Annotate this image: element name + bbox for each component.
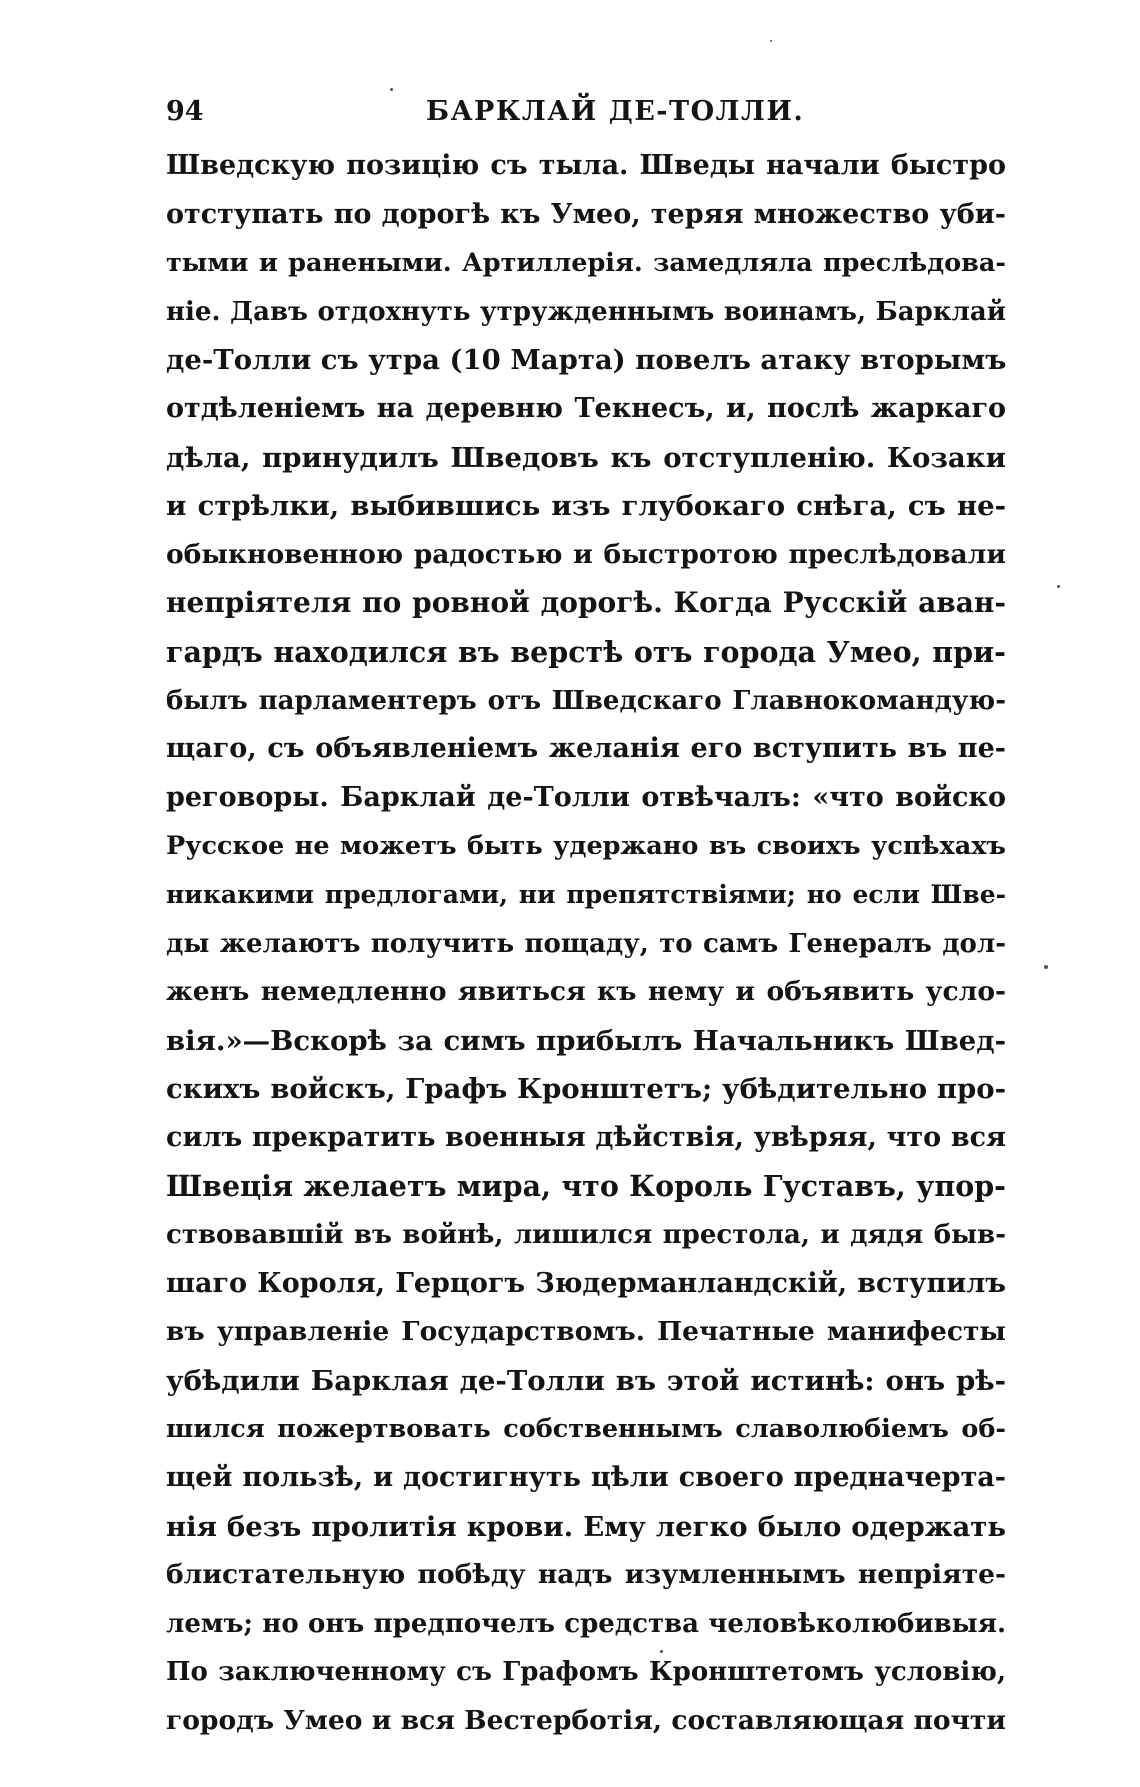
text-line: щаго, съ объявленіемъ желанія его вступить въ пе-	[166, 733, 1006, 765]
page-number: 94	[166, 96, 204, 127]
scan-speck	[1044, 965, 1048, 969]
text-line: силъ прекратить военныя дѣйствія, увѣряя, что вся	[166, 1121, 1006, 1153]
text-line: Русское не можетъ быть удержано въ своихъ успѣхахъ	[166, 831, 1006, 862]
text-line: По заключенному съ Графомъ Кронштетомъ условію,	[166, 1657, 1006, 1688]
text-line: Швеція желаетъ мира, что Король Густавъ, упор-	[166, 1169, 1006, 1204]
text-line: убѣдили Барклая де-Толли въ этой истинѣ: онъ рѣ-	[166, 1364, 1006, 1397]
body-text	[166, 142, 1006, 1746]
text-line: скихъ войскъ, Графъ Кронштетъ; убѣдительно про-	[166, 1073, 1006, 1106]
text-line: въ управленіе Государствомъ. Печатные манифесты	[166, 1316, 1006, 1348]
text-line: нія безъ пролитія крови. Ему легко было одержать	[166, 1510, 1006, 1543]
text-line: отдѣленіемъ на деревню Текнесъ, и, послѣ жаркаго	[166, 392, 1006, 424]
running-head	[166, 92, 1006, 132]
scan-speck	[390, 88, 393, 91]
running-title: БАРКЛАЙ ДЕ-ТОЛЛИ.	[426, 96, 805, 127]
text-line: отступать по дорогѣ къ Умео, теряя множество уби-	[166, 198, 1006, 230]
text-line: лемъ; но онъ предпочелъ средства человѣколюбивыя.	[166, 1608, 1006, 1639]
text-line: гардъ находился въ верстѣ отъ города Умео, при-	[166, 634, 1006, 669]
text-line: непріятеля по ровной дорогѣ. Когда Русскій аван-	[166, 586, 1006, 620]
text-line: реговоры. Барклай де-Толли отвѣчалъ: «что войско	[166, 781, 1006, 813]
text-line: дѣла, принудилъ Шведовъ къ отступленію. Козаки	[166, 441, 1006, 474]
text-line: блистательную побѣду надъ изумленнымъ непріяте-	[166, 1559, 1006, 1591]
text-line: шаго Короля, Герцогъ Зюдерманландскій, вступилъ	[166, 1267, 1006, 1299]
text-line: и стрѣлки, выбившись изъ глубокаго снѣга, съ не-	[166, 490, 1006, 523]
text-line: женъ немедленно явиться къ нему и объявить усло-	[166, 976, 1006, 1008]
text-line: никакими предлогами, ни препятствіями; но если Шве-	[166, 879, 1006, 909]
text-line: вія.»—Вскорѣ за симъ прибылъ Начальникъ Швед-	[166, 1024, 1006, 1057]
text-line: де-Толли съ утра (10 Марта) повелъ атаку вторымъ	[166, 344, 1006, 377]
text-line: ды желаютъ получить пощаду, то самъ Генералъ дол-	[166, 928, 1006, 959]
scan-speck	[1057, 585, 1060, 588]
text-line: ніе. Давъ отдохнуть утружденнымъ воинамъ, Барклай	[166, 296, 1006, 327]
text-line: городъ Умео и вся Вестерботія, составляющая почти	[166, 1705, 1006, 1736]
text-line: тыми и ранеными. Артиллерія. замедляла преслѣдова-	[166, 248, 1006, 279]
text-line: щей пользѣ, и достигнуть цѣли своего предначерта-	[166, 1462, 1006, 1494]
scan-speck	[770, 40, 772, 42]
text-line: Шведскую позицію съ тыла. Шведы начали быстро	[166, 150, 1006, 181]
text-line: былъ парламентеръ отъ Шведскаго Главнокомандую-	[166, 685, 1006, 716]
text-line: шился пожертвовать собственнымъ славолюбіемъ об-	[166, 1414, 1006, 1445]
scan-speck	[660, 1650, 663, 1653]
text-line: обыкновенною радостью и быстротою преслѣдовали	[166, 538, 1006, 570]
text-line: ствовавшій въ войнѣ, лишился престола, и дядя быв-	[166, 1220, 1006, 1251]
